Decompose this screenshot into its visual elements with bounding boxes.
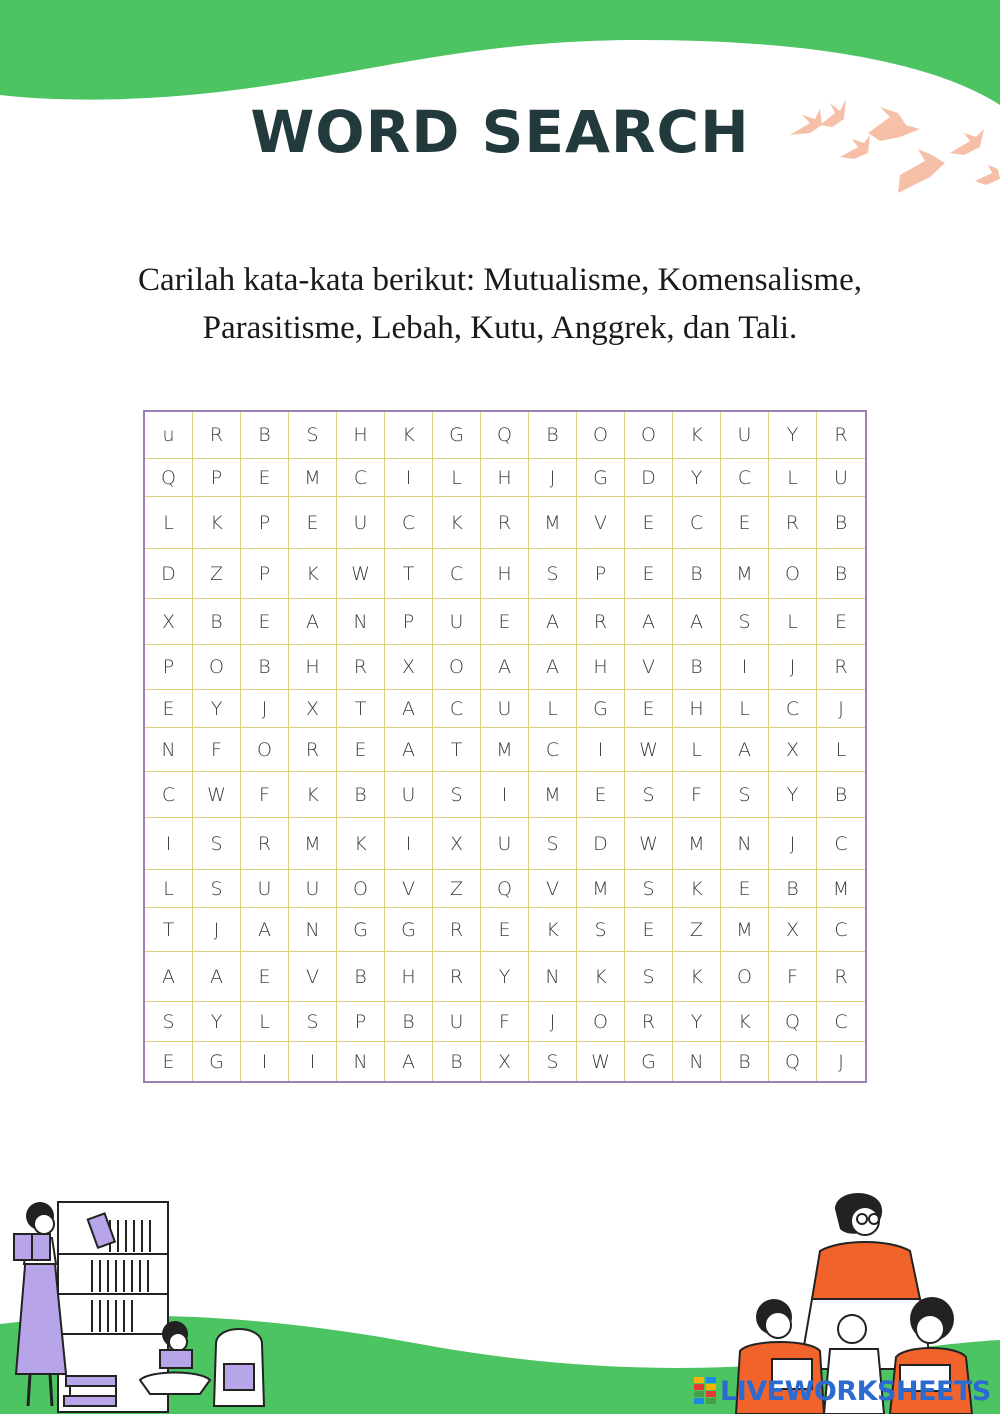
grid-cell[interactable]: B: [241, 412, 289, 459]
word-search-grid: [143, 410, 867, 1083]
grid-cell[interactable]: O: [769, 549, 817, 599]
grid-cell[interactable]: W: [337, 549, 385, 599]
birds-icon: [780, 95, 1000, 210]
grid-cell[interactable]: B: [721, 1042, 769, 1081]
grid-cell[interactable]: H: [481, 459, 529, 497]
grid-cell[interactable]: T: [433, 728, 481, 772]
grid-cell[interactable]: E: [241, 459, 289, 497]
grid-cell[interactable]: S: [529, 549, 577, 599]
grid-cell[interactable]: R: [193, 412, 241, 459]
grid-cell[interactable]: Y: [193, 690, 241, 728]
grid-cell[interactable]: O: [337, 870, 385, 908]
grid-cell[interactable]: E: [817, 599, 865, 645]
grid-cell[interactable]: J: [529, 1002, 577, 1042]
grid-cell[interactable]: N: [289, 908, 337, 952]
grid-cell[interactable]: G: [625, 1042, 673, 1081]
grid-cell[interactable]: I: [481, 772, 529, 818]
grid-cell[interactable]: X: [385, 645, 433, 690]
grid-cell[interactable]: R: [769, 497, 817, 549]
grid-cell[interactable]: C: [817, 818, 865, 870]
grid-cell[interactable]: B: [241, 645, 289, 690]
grid-cell[interactable]: P: [577, 549, 625, 599]
grid-cell[interactable]: M: [289, 818, 337, 870]
grid-cell[interactable]: D: [577, 818, 625, 870]
grid-cell[interactable]: J: [769, 645, 817, 690]
grid-cell[interactable]: O: [625, 412, 673, 459]
grid-cell[interactable]: N: [529, 952, 577, 1002]
grid-cell[interactable]: V: [577, 497, 625, 549]
instructions-line-1: Carilah kata-kata berikut: Mutualisme, Komensalisme,: [138, 262, 862, 298]
grid-cell[interactable]: J: [817, 690, 865, 728]
grid-cell[interactable]: Y: [769, 772, 817, 818]
grid-cell[interactable]: K: [673, 412, 721, 459]
grid-cell[interactable]: E: [721, 870, 769, 908]
grid-cell[interactable]: G: [193, 1042, 241, 1081]
grid-cell[interactable]: I: [145, 818, 193, 870]
grid-cell[interactable]: Z: [433, 870, 481, 908]
grid-cell[interactable]: C: [721, 459, 769, 497]
grid-cell[interactable]: R: [337, 645, 385, 690]
grid-cell[interactable]: G: [577, 690, 625, 728]
grid-cell[interactable]: X: [769, 728, 817, 772]
grid-cell[interactable]: S: [625, 870, 673, 908]
grid-cell[interactable]: W: [625, 728, 673, 772]
grid-cell[interactable]: M: [721, 549, 769, 599]
grid-cell[interactable]: K: [289, 549, 337, 599]
grid-cell[interactable]: N: [673, 1042, 721, 1081]
grid-cell[interactable]: Y: [193, 1002, 241, 1042]
grid-cell[interactable]: E: [625, 549, 673, 599]
grid-cell[interactable]: H: [673, 690, 721, 728]
watermark-text: LIVEWORKSHEETS: [720, 1375, 991, 1407]
grid-cell[interactable]: H: [481, 549, 529, 599]
grid-cell[interactable]: T: [337, 690, 385, 728]
grid-cell[interactable]: A: [385, 728, 433, 772]
grid-cell[interactable]: W: [577, 1042, 625, 1081]
grid-cell[interactable]: U: [433, 599, 481, 645]
grid-cell[interactable]: V: [529, 870, 577, 908]
grid-cell[interactable]: B: [337, 772, 385, 818]
grid-cell[interactable]: L: [721, 690, 769, 728]
grid-cell[interactable]: E: [337, 728, 385, 772]
grid-cell[interactable]: I: [385, 818, 433, 870]
grid-cell[interactable]: M: [529, 772, 577, 818]
grid-cell[interactable]: J: [193, 908, 241, 952]
grid-cell[interactable]: E: [241, 952, 289, 1002]
grid-cell[interactable]: Q: [769, 1002, 817, 1042]
grid-cell[interactable]: C: [817, 1002, 865, 1042]
grid-cell[interactable]: B: [769, 870, 817, 908]
grid-cell[interactable]: R: [817, 952, 865, 1002]
grid-cell[interactable]: D: [625, 459, 673, 497]
grid-cell[interactable]: M: [817, 870, 865, 908]
grid-cell[interactable]: C: [673, 497, 721, 549]
grid-cell[interactable]: E: [625, 690, 673, 728]
grid-cell[interactable]: B: [817, 772, 865, 818]
grid-cell[interactable]: Y: [481, 952, 529, 1002]
grid-cell[interactable]: A: [385, 1042, 433, 1081]
grid-cell[interactable]: P: [241, 497, 289, 549]
grid-cell[interactable]: Y: [673, 1002, 721, 1042]
grid-cell[interactable]: B: [673, 645, 721, 690]
grid-cell[interactable]: J: [529, 459, 577, 497]
grid-cell[interactable]: C: [433, 690, 481, 728]
grid-cell[interactable]: A: [673, 599, 721, 645]
grid-cell[interactable]: F: [769, 952, 817, 1002]
grid-cell[interactable]: X: [145, 599, 193, 645]
grid-cell[interactable]: K: [577, 952, 625, 1002]
grid-cell[interactable]: K: [433, 497, 481, 549]
grid-cell[interactable]: P: [193, 459, 241, 497]
grid-cell[interactable]: V: [625, 645, 673, 690]
grid-cell[interactable]: O: [433, 645, 481, 690]
liveworksheets-logo-icon: [694, 1377, 716, 1405]
grid-cell[interactable]: S: [577, 908, 625, 952]
grid-cell[interactable]: A: [193, 952, 241, 1002]
grid-cell[interactable]: H: [577, 645, 625, 690]
grid-cell[interactable]: K: [289, 772, 337, 818]
grid-cell[interactable]: C: [145, 772, 193, 818]
grid-cell[interactable]: I: [241, 1042, 289, 1081]
grid-cell[interactable]: S: [145, 1002, 193, 1042]
grid-cell[interactable]: K: [673, 870, 721, 908]
grid-cell[interactable]: C: [529, 728, 577, 772]
grid-cell[interactable]: K: [673, 952, 721, 1002]
grid-cell[interactable]: U: [241, 870, 289, 908]
grid-cell[interactable]: E: [289, 497, 337, 549]
grid-cell[interactable]: U: [289, 870, 337, 908]
grid-cell[interactable]: V: [385, 870, 433, 908]
grid-cell[interactable]: T: [145, 908, 193, 952]
grid-cell[interactable]: H: [337, 412, 385, 459]
grid-cell[interactable]: L: [769, 459, 817, 497]
grid-cell[interactable]: B: [193, 599, 241, 645]
grid-cell[interactable]: G: [385, 908, 433, 952]
liveworksheets-watermark: [694, 1374, 991, 1408]
grid-cell[interactable]: X: [289, 690, 337, 728]
grid-cell[interactable]: E: [577, 772, 625, 818]
grid-cell[interactable]: L: [145, 870, 193, 908]
grid-cell[interactable]: H: [385, 952, 433, 1002]
grid-cell[interactable]: E: [145, 690, 193, 728]
grid-cell[interactable]: S: [625, 772, 673, 818]
grid-cell[interactable]: B: [817, 549, 865, 599]
grid-cell[interactable]: R: [433, 952, 481, 1002]
grid-cell[interactable]: F: [193, 728, 241, 772]
grid-cell[interactable]: L: [241, 1002, 289, 1042]
grid-cell[interactable]: R: [577, 599, 625, 645]
grid-cell[interactable]: E: [721, 497, 769, 549]
grid-cell[interactable]: B: [337, 952, 385, 1002]
grid-cell[interactable]: C: [337, 459, 385, 497]
grid-cell[interactable]: N: [145, 728, 193, 772]
grid-cell[interactable]: I: [385, 459, 433, 497]
grid-cell[interactable]: L: [673, 728, 721, 772]
grid-cell[interactable]: R: [625, 1002, 673, 1042]
grid-cell[interactable]: P: [337, 1002, 385, 1042]
grid-cell[interactable]: G: [337, 908, 385, 952]
grid-cell[interactable]: L: [769, 599, 817, 645]
grid-cell[interactable]: G: [577, 459, 625, 497]
grid-cell[interactable]: M: [289, 459, 337, 497]
grid-cell[interactable]: Y: [769, 412, 817, 459]
grid-cell[interactable]: R: [481, 497, 529, 549]
grid-cell[interactable]: F: [481, 1002, 529, 1042]
page-title: WORD SEARCH: [250, 98, 750, 166]
grid-cell[interactable]: N: [337, 1042, 385, 1081]
grid-cell[interactable]: M: [529, 497, 577, 549]
grid-cell[interactable]: X: [481, 1042, 529, 1081]
grid-cell[interactable]: N: [337, 599, 385, 645]
grid-cell[interactable]: U: [433, 1002, 481, 1042]
grid-cell[interactable]: B: [433, 1042, 481, 1081]
grid-cell[interactable]: L: [145, 497, 193, 549]
grid-cell[interactable]: Q: [481, 870, 529, 908]
grid-cell[interactable]: O: [241, 728, 289, 772]
reading-people-illustration-left: [0, 1194, 280, 1414]
grid-cell[interactable]: Q: [481, 412, 529, 459]
grid-cell[interactable]: O: [577, 1002, 625, 1042]
grid-cell[interactable]: P: [145, 645, 193, 690]
grid-cell[interactable]: W: [625, 818, 673, 870]
instructions: [60, 256, 940, 352]
grid-cell[interactable]: N: [721, 818, 769, 870]
grid-cell[interactable]: B: [385, 1002, 433, 1042]
grid-cell[interactable]: K: [529, 908, 577, 952]
grid-cell[interactable]: A: [529, 645, 577, 690]
grid-cell[interactable]: J: [241, 690, 289, 728]
grid-cell[interactable]: U: [337, 497, 385, 549]
grid-cell[interactable]: R: [289, 728, 337, 772]
grid-cell[interactable]: X: [769, 908, 817, 952]
grid-cell[interactable]: E: [481, 908, 529, 952]
grid-cell[interactable]: M: [673, 818, 721, 870]
grid-cell[interactable]: S: [721, 599, 769, 645]
grid-cell[interactable]: W: [193, 772, 241, 818]
grid-cell[interactable]: A: [721, 728, 769, 772]
grid-cell[interactable]: G: [433, 412, 481, 459]
grid-cell[interactable]: E: [625, 908, 673, 952]
grid-cell[interactable]: R: [817, 412, 865, 459]
grid-cell[interactable]: F: [673, 772, 721, 818]
grid-cell[interactable]: A: [625, 599, 673, 645]
grid-cell[interactable]: Y: [673, 459, 721, 497]
grid-cell[interactable]: Q: [145, 459, 193, 497]
grid-cell[interactable]: M: [721, 908, 769, 952]
grid-cell[interactable]: E: [481, 599, 529, 645]
grid-cell[interactable]: R: [241, 818, 289, 870]
grid-cell[interactable]: L: [433, 459, 481, 497]
grid-cell[interactable]: U: [817, 459, 865, 497]
grid-cell[interactable]: I: [289, 1042, 337, 1081]
grid-cell[interactable]: P: [241, 549, 289, 599]
grid-cell[interactable]: A: [145, 952, 193, 1002]
grid-cell[interactable]: S: [289, 1002, 337, 1042]
grid-cell[interactable]: D: [145, 549, 193, 599]
grid-cell[interactable]: L: [529, 690, 577, 728]
grid-cell[interactable]: J: [838, 1050, 844, 1073]
grid-cell[interactable]: S: [625, 952, 673, 1002]
grid-cell[interactable]: A: [529, 599, 577, 645]
grid-cell[interactable]: S: [433, 772, 481, 818]
grid-cell[interactable]: K: [721, 1002, 769, 1042]
grid-cell[interactable]: B: [673, 549, 721, 599]
grid-cell[interactable]: J: [769, 818, 817, 870]
grid-cell[interactable]: M: [577, 870, 625, 908]
grid-cell[interactable]: T: [385, 549, 433, 599]
grid-cell[interactable]: A: [241, 908, 289, 952]
grid-cell[interactable]: O: [721, 952, 769, 1002]
grid-cell[interactable]: U: [481, 818, 529, 870]
grid-cell[interactable]: S: [721, 772, 769, 818]
grid-cell[interactable]: C: [385, 497, 433, 549]
grid-cell[interactable]: Q: [769, 1042, 817, 1081]
grid-cell[interactable]: A: [289, 599, 337, 645]
grid-cell[interactable]: R: [433, 908, 481, 952]
grid-cell[interactable]: C: [817, 908, 865, 952]
grid-cell[interactable]: V: [289, 952, 337, 1002]
grid-cell[interactable]: U: [721, 412, 769, 459]
grid-cell[interactable]: I: [721, 645, 769, 690]
grid-cell[interactable]: S: [289, 412, 337, 459]
grid-cell[interactable]: Z: [193, 549, 241, 599]
grid-cell[interactable]: C: [769, 690, 817, 728]
grid-cell[interactable]: L: [817, 728, 865, 772]
grid-cell[interactable]: S: [529, 1042, 577, 1081]
grid-cell[interactable]: A: [481, 645, 529, 690]
grid-cell[interactable]: B: [817, 497, 865, 549]
grid-cell[interactable]: E: [241, 599, 289, 645]
grid-cell[interactable]: X: [433, 818, 481, 870]
instructions-line-2: Parasitisme, Lebah, Kutu, Anggrek, dan Tali.: [202, 310, 798, 346]
grid-cell[interactable]: O: [193, 645, 241, 690]
grid-cell[interactable]: P: [385, 599, 433, 645]
grid-cell[interactable]: E: [625, 497, 673, 549]
grid-cell[interactable]: Z: [673, 908, 721, 952]
grid-cell[interactable]: S: [529, 818, 577, 870]
grid-cell[interactable]: A: [385, 690, 433, 728]
grid-cell[interactable]: U: [481, 690, 529, 728]
grid-cell[interactable]: B: [529, 412, 577, 459]
grid-cell[interactable]: O: [577, 412, 625, 459]
grid-cell[interactable]: E: [145, 1042, 193, 1081]
grid-cell[interactable]: R: [817, 645, 865, 690]
grid-cell[interactable]: I: [577, 728, 625, 772]
top-wave-decoration: [0, 0, 1000, 110]
grid-cell[interactable]: K: [337, 818, 385, 870]
grid-cell[interactable]: K: [385, 412, 433, 459]
grid-cell[interactable]: U: [385, 772, 433, 818]
grid-cell[interactable]: H: [289, 645, 337, 690]
grid-cell[interactable]: F: [241, 772, 289, 818]
grid-cell[interactable]: M: [481, 728, 529, 772]
grid-cell[interactable]: C: [433, 549, 481, 599]
grid-cell[interactable]: S: [193, 870, 241, 908]
grid-cell[interactable]: K: [193, 497, 241, 549]
grid-cell[interactable]: S: [193, 818, 241, 870]
grid-cell[interactable]: u: [145, 412, 193, 459]
